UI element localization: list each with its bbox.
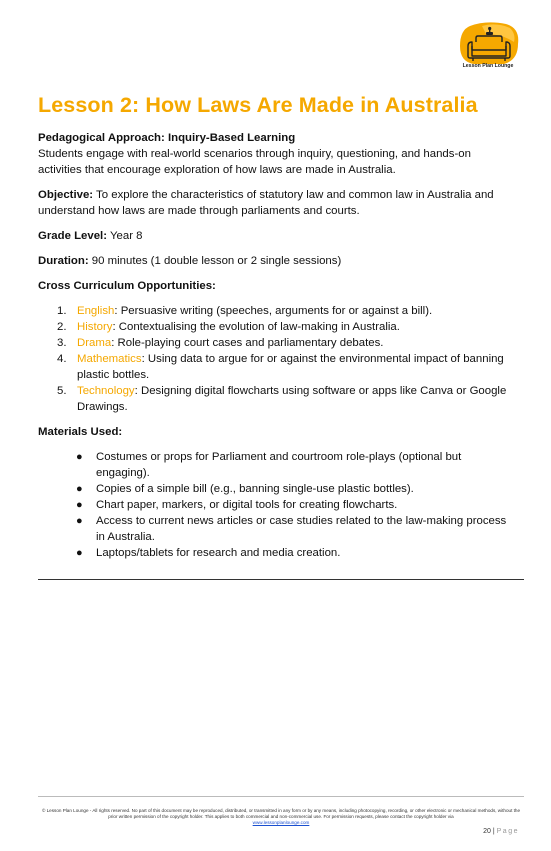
- list-item: [38, 481, 516, 497]
- bullet-icon: ●: [76, 483, 83, 495]
- duration-label: Duration:: [38, 255, 89, 267]
- approach-text: Students engage with real-world scenarios through inquiry, questioning, and hands-on activities that encourage exploration of how laws are made in Australia.: [38, 148, 471, 176]
- lesson-title: Lesson 2: How Laws Are Made in Australia: [38, 93, 478, 117]
- list-item-text: Access to current news articles or case studies related to the law-making process in Australia.: [96, 515, 507, 543]
- approach-heading: Pedagogical Approach: Inquiry-Based Learning: [38, 132, 296, 144]
- list-item-text: : Role-playing court cases and parliamentary debates.: [111, 337, 384, 349]
- materials-heading: Materials Used:: [38, 426, 123, 438]
- cross-curriculum-list: [38, 303, 516, 415]
- list-item: [38, 513, 516, 545]
- subject-label: Technology: [77, 385, 135, 397]
- footer-copyright: [38, 808, 524, 827]
- logo-text: Lesson Plan Lounge: [462, 63, 514, 69]
- bullet-icon: ●: [76, 515, 83, 527]
- duration-text: 90 minutes (1 double lesson or 2 single sessions): [88, 255, 342, 267]
- website-link[interactable]: www.lessonplanlounge.com: [252, 820, 310, 826]
- bullet-icon: ●: [76, 451, 83, 463]
- grade-label: Grade Level:: [38, 230, 108, 242]
- bullet-icon: ●: [76, 499, 83, 511]
- subject-label: Mathematics: [77, 353, 142, 365]
- list-item: [38, 351, 516, 383]
- list-item-text: : Contextualising the evolution of law-making in Australia.: [112, 321, 400, 333]
- footer-divider: [38, 796, 524, 797]
- subject-label: English: [77, 305, 115, 317]
- subject-label: Drama: [77, 337, 112, 349]
- list-item-text: Copies of a simple bill (e.g., banning single-use plastic bottles).: [96, 483, 414, 495]
- lesson-content: [38, 130, 516, 561]
- page-number: [483, 828, 519, 835]
- section-divider: [38, 579, 524, 580]
- grade-text: Year 8: [107, 230, 143, 242]
- list-item: [38, 545, 516, 561]
- list-number: 3.: [57, 337, 67, 349]
- page-separator: |: [490, 828, 497, 835]
- list-number: 2.: [57, 321, 67, 333]
- page-word: Page: [496, 828, 519, 835]
- list-item: [38, 497, 516, 513]
- objective-label: Objective:: [38, 189, 94, 201]
- objective-text: To explore the characteristics of statutory law and common law in Australia and understand how laws are made through parliaments and courts.: [38, 189, 494, 217]
- list-item-text: Chart paper, markers, or digital tools for creating flowcharts.: [96, 499, 398, 511]
- duration: [38, 253, 516, 269]
- list-item-text: Costumes or props for Parliament and courtroom role-plays (optional but engaging).: [96, 451, 462, 479]
- list-item: [38, 383, 516, 415]
- objective: [38, 187, 516, 219]
- list-number: 1.: [57, 305, 67, 317]
- cross-curriculum-heading: Cross Curriculum Opportunities:: [38, 280, 216, 292]
- copyright-text: © Lesson Plan Lounge - All rights reserved. No part of this document may be reproduced, distributed, or transmitted in any form or by any means, including photocopying, recording, or other electronic or mechanical methods, without the prior written permission of the copyright holder. This applies to both commercial and non-commercial use. For permission requests, please contact the copyright holder via: [41, 808, 521, 820]
- list-number: 5.: [57, 385, 67, 397]
- list-item-text: : Using data to argue for or against the environmental impact of banning plastic bottles.: [77, 353, 504, 381]
- list-item-text: : Persuasive writing (speeches, arguments for or against a bill).: [114, 305, 433, 317]
- list-item-text: : Designing digital flowcharts using software or apps like Canva or Google Drawings.: [77, 385, 507, 413]
- list-number: 4.: [57, 353, 67, 365]
- bullet-icon: ●: [76, 547, 83, 559]
- list-item: [38, 303, 516, 319]
- list-item: [38, 319, 516, 335]
- list-item-text: Laptops/tablets for research and media creation.: [96, 547, 341, 559]
- page-number-value: 20: [483, 828, 491, 835]
- grade-level: [38, 228, 516, 244]
- list-item: [38, 449, 516, 481]
- list-item: [38, 335, 516, 351]
- materials-list: [38, 449, 516, 561]
- subject-label: History: [77, 321, 113, 333]
